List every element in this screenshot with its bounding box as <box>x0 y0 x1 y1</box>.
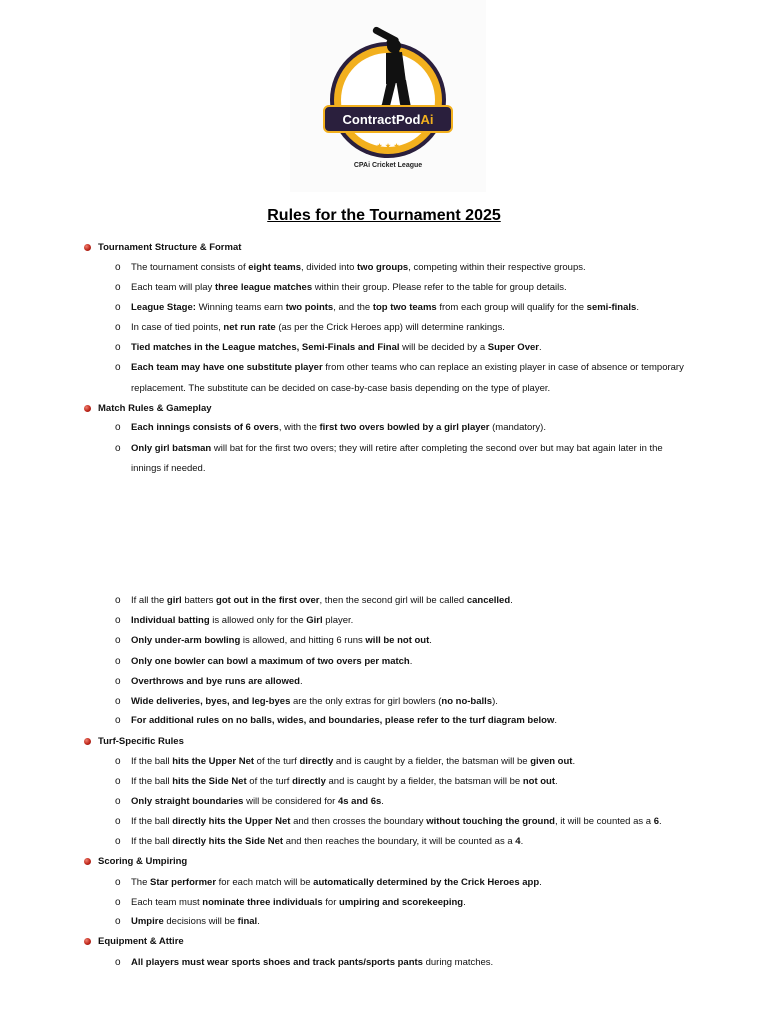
rule-text: , divided into <box>301 262 358 273</box>
rule-text: . <box>299 676 303 687</box>
rule-text: If the ball <box>131 836 173 847</box>
rule-item <box>131 379 550 399</box>
section-heading <box>98 932 184 952</box>
rule-item <box>115 832 524 852</box>
rule-text: and is caught by a fielder, the batsman will be <box>333 756 531 767</box>
rule-text: Overthrows and bye runs are allowed <box>131 676 300 687</box>
rule-text: . <box>463 897 466 908</box>
rule-text: directly <box>292 776 326 787</box>
rule-text: for <box>322 897 340 908</box>
league-logo <box>290 0 486 192</box>
rule-text: directly hits the Upper Net <box>172 816 291 827</box>
rule-item <box>115 812 662 832</box>
rule-text: Only under-arm bowling <box>131 635 241 646</box>
rule-text: . <box>257 916 260 927</box>
rule-text: Star performer <box>150 877 217 888</box>
rule-text: , then the second girl will be called <box>319 595 467 606</box>
circle-bullet-icon: o <box>115 916 121 927</box>
rule-text: not out <box>522 776 556 787</box>
rule-text: Only one bowler can bowl a maximum of two overs per match <box>131 656 410 667</box>
rule-item <box>115 912 260 932</box>
rule-text: Turf-Specific Rules <box>98 736 184 747</box>
rule-item <box>115 439 663 459</box>
rule-text: 4 <box>515 836 521 847</box>
rule-text: Wide deliveries, byes, and leg-byes <box>131 696 291 707</box>
circle-bullet-icon: o <box>115 656 121 667</box>
rule-text: (as per the Crick Heroes app) will determine rankings. <box>275 322 505 333</box>
rule-text: ). <box>492 696 498 707</box>
rule-text: will bat for the first two overs; they will retire after completing the second over but may bat again later in the <box>211 443 663 454</box>
rule-text: If all the <box>131 595 167 606</box>
rule-item <box>115 611 354 631</box>
rule-item <box>115 298 639 318</box>
rule-item <box>115 772 558 792</box>
rule-text: three league matches <box>214 282 313 293</box>
rule-item <box>115 631 432 651</box>
rule-text: . <box>554 715 557 726</box>
red-bullet-icon <box>84 738 91 745</box>
rule-text: If the ball <box>131 816 173 827</box>
circle-bullet-icon: o <box>115 595 121 606</box>
circle-bullet-icon: o <box>115 877 121 888</box>
rule-text: decisions will be <box>163 916 238 927</box>
rule-item <box>115 893 466 913</box>
rule-text: hits the Upper Net <box>172 756 255 767</box>
rule-text: Only girl batsman <box>131 443 212 454</box>
rule-text: 6 <box>653 816 659 827</box>
rule-text: Tournament Structure & Format <box>98 242 242 253</box>
rule-item <box>115 711 557 731</box>
rule-text: 4s and 6s <box>337 796 382 807</box>
circle-bullet-icon: o <box>115 796 121 807</box>
rule-text: and then crosses the boundary <box>290 816 427 827</box>
rule-item <box>115 358 684 378</box>
rule-item <box>115 953 494 973</box>
rule-text: cancelled <box>466 595 511 606</box>
section-heading <box>98 732 184 752</box>
rule-text: Each team must <box>131 897 203 908</box>
brand-main: ContractPod <box>342 112 421 127</box>
rule-text: Winning teams earn <box>195 302 286 313</box>
circle-bullet-icon: o <box>115 262 121 273</box>
rule-text: net run rate <box>223 322 276 333</box>
circle-bullet-icon: o <box>115 282 121 293</box>
rule-text: Individual batting <box>131 615 210 626</box>
rule-text: of the turf <box>246 776 293 787</box>
rule-text: will be considered for <box>243 796 338 807</box>
rule-text: Each innings consists of 6 overs <box>131 422 279 433</box>
rule-text: The tournament consists of <box>131 262 249 273</box>
rule-text: . <box>555 776 558 787</box>
red-bullet-icon <box>84 244 91 251</box>
circle-bullet-icon: o <box>115 715 121 726</box>
rule-text: of the turf <box>254 756 300 767</box>
rule-text: . <box>636 302 639 313</box>
rule-text: will be decided by a <box>399 342 488 353</box>
rule-text: . <box>409 656 413 667</box>
rule-text: All players must wear sports shoes and track pants/sports pants <box>131 957 423 968</box>
rule-item <box>115 692 498 712</box>
rule-item <box>115 418 546 438</box>
rule-text: Scoring & Umpiring <box>98 856 188 867</box>
circle-bullet-icon: o <box>115 676 121 687</box>
svg-text:★ ★ ★: ★ ★ ★ <box>376 142 400 150</box>
rule-text: are the only extras for girl bowlers ( <box>290 696 442 707</box>
rule-text: automatically determined by the Crick Heroes app <box>313 877 540 888</box>
section-heading <box>98 852 187 872</box>
rule-text: and is caught by a fielder, the batsman will be <box>325 776 523 787</box>
rule-text: no no-balls <box>441 696 493 707</box>
rule-text: will be not out <box>365 635 430 646</box>
rule-text: directly <box>299 756 334 767</box>
rule-item <box>115 652 413 672</box>
circle-bullet-icon: o <box>115 322 121 333</box>
section-heading <box>98 399 212 419</box>
rule-text: . <box>538 342 542 353</box>
rule-item <box>115 591 513 611</box>
rule-item <box>115 873 542 893</box>
circle-bullet-icon: o <box>115 302 121 313</box>
rule-text: . <box>572 756 576 767</box>
rule-text: hits the Side Net <box>172 776 247 787</box>
rule-text: Match Rules & Gameplay <box>98 403 212 414</box>
circle-bullet-icon: o <box>115 897 121 908</box>
rule-text: If the ball <box>131 776 173 787</box>
rule-text: is allowed only for the <box>209 615 307 626</box>
rule-text: The <box>131 877 151 888</box>
rule-text: Only straight boundaries <box>131 796 244 807</box>
svg-text:ContractPodAi <box>343 112 434 127</box>
rule-item <box>115 792 384 812</box>
rule-text: , competing within their respective groups. <box>408 262 586 273</box>
red-bullet-icon <box>84 405 91 412</box>
rule-text: . <box>658 816 662 827</box>
rule-text: , with the <box>278 422 320 433</box>
rule-text: within their group. Please refer to the table for group details. <box>312 282 567 293</box>
red-bullet-icon <box>84 858 91 865</box>
circle-bullet-icon: o <box>115 615 121 626</box>
rule-text: Each team will play <box>131 282 215 293</box>
rule-text: Girl <box>306 615 323 626</box>
circle-bullet-icon: o <box>115 443 121 454</box>
rule-text: . <box>429 635 432 646</box>
circle-bullet-icon: o <box>115 756 121 767</box>
rule-text: during matches. <box>422 957 494 968</box>
red-bullet-icon <box>84 938 91 945</box>
rule-item <box>115 672 303 692</box>
rule-text: from other teams who can replace an existing player in case of absence or temporary <box>322 362 684 373</box>
rule-text: replacement. The substitute can be decided on case-by-case basis depending on the type of player. <box>131 383 551 394</box>
rule-text: and then reaches the boundary, it will be counted as a <box>283 836 516 847</box>
rule-text: player. <box>322 615 354 626</box>
rule-item <box>131 459 205 479</box>
rule-item <box>115 752 576 772</box>
circle-bullet-icon: o <box>115 816 121 827</box>
rule-text: . <box>381 796 384 807</box>
rule-text: , and the <box>333 302 373 313</box>
rule-text: Tied matches in the League matches, Semi-Finals and Final <box>131 342 400 353</box>
rule-text: final <box>237 916 258 927</box>
rule-text: . <box>510 595 513 606</box>
rule-text: For additional rules on no balls, wides, and boundaries, please refer to the turf diagram below <box>131 715 555 726</box>
rule-text: got out in the first over <box>216 595 320 606</box>
rule-text: directly hits the Side Net <box>172 836 284 847</box>
rule-text: nominate three individuals <box>202 897 323 908</box>
rule-text: League Stage: <box>131 302 196 313</box>
rule-item <box>115 318 505 338</box>
rule-text: top two teams <box>372 302 437 313</box>
rule-text: umpiring and scorekeeping <box>339 897 464 908</box>
rule-text: semi-finals <box>586 302 637 313</box>
circle-bullet-icon: o <box>115 422 121 433</box>
rule-text: (mandatory). <box>489 422 546 433</box>
rule-item <box>115 278 567 298</box>
rule-text: for each match will be <box>216 877 314 888</box>
rule-text: two groups <box>357 262 409 273</box>
circle-bullet-icon: o <box>115 635 121 646</box>
rule-text: . <box>539 877 542 888</box>
rule-text: girl <box>166 595 182 606</box>
rule-text: first two overs bowled by a girl player <box>319 422 490 433</box>
rule-text: Super Over <box>487 342 539 353</box>
rule-text: from each group will qualify for the <box>436 302 587 313</box>
rule-item <box>115 258 586 278</box>
rule-item <box>115 338 542 358</box>
page-title: Rules for the Tournament 2025 <box>267 207 501 224</box>
brand-accent: Ai <box>420 112 434 127</box>
circle-bullet-icon: o <box>115 776 121 787</box>
rule-text: In case of tied points, <box>131 322 224 333</box>
section-heading <box>98 238 241 258</box>
rule-text: is allowed, and hitting 6 runs <box>240 635 366 646</box>
rule-text: Umpire <box>131 916 164 927</box>
rule-text: Each team may have one substitute player <box>131 362 323 373</box>
circle-bullet-icon: o <box>115 957 121 968</box>
circle-bullet-icon: o <box>115 836 121 847</box>
rule-text: eight teams <box>248 262 302 273</box>
league-subtitle: CPAi Cricket League <box>353 162 423 169</box>
circle-bullet-icon: o <box>115 696 121 707</box>
rule-text: . <box>520 836 524 847</box>
circle-bullet-icon: o <box>115 342 121 353</box>
rule-text: batters <box>181 595 217 606</box>
rule-text: Equipment & Attire <box>98 936 184 947</box>
rule-text: without touching the ground <box>426 816 555 827</box>
circle-bullet-icon: o <box>115 362 121 373</box>
rule-text: given out <box>530 756 573 767</box>
rule-text: innings if needed. <box>131 463 206 474</box>
rule-text: If the ball <box>131 756 173 767</box>
rule-text: two points <box>285 302 334 313</box>
rule-text: , it will be counted as a <box>554 816 654 827</box>
